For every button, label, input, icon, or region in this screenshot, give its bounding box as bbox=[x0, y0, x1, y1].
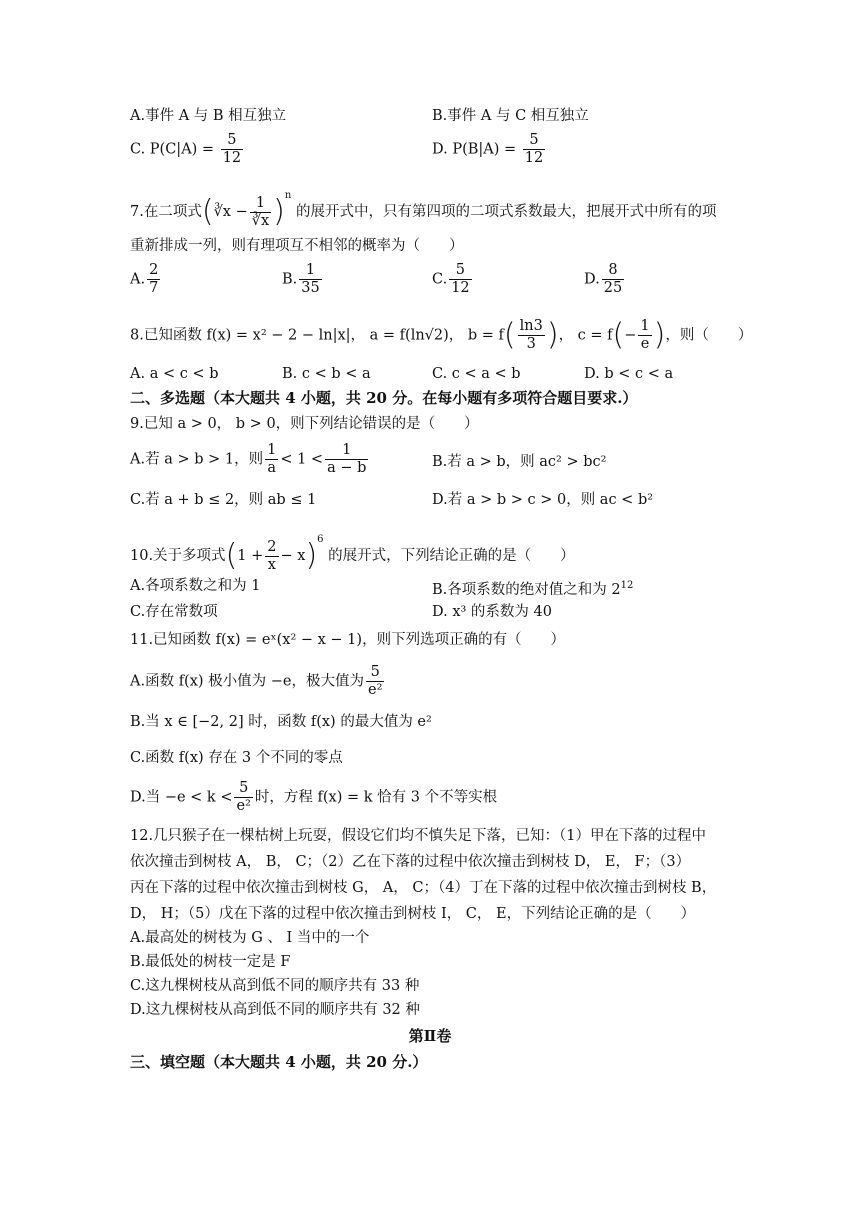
q10-expr-fraction: $\frac{2}{x}$ bbox=[267, 538, 277, 573]
q8-option-d: D. b < c < a bbox=[584, 366, 674, 382]
q7-stem: 7.在二项式(∛x − $\frac{1}{∛x}$ )$^n$ 的展开式中，只有第四项的二项式系数最大，把展开式中所有的项 bbox=[130, 190, 717, 229]
q11-stem: 11.已知函数 f(x) = eˣ(x² − x − 1)，则下列选项正确的有（ ） bbox=[130, 632, 566, 648]
q10-option-b bbox=[432, 576, 633, 600]
q9-option-a bbox=[130, 442, 370, 477]
q7-expr-a: ∛x − bbox=[213, 204, 248, 220]
q8-c-fraction: $\frac{1}{e}$ bbox=[640, 318, 650, 352]
q6-option-a: A.事件 A 与 B 相互独立 bbox=[130, 108, 287, 124]
q9-option-a-label: A.若 a > b > 1，则 bbox=[130, 451, 264, 468]
q12-line1: 12.几只猴子在一棵枯树上玩耍，假设它们均不慎失足下落，已知：（1）甲在下落的过程中 bbox=[130, 828, 707, 844]
q11-option-d bbox=[130, 780, 497, 815]
q11-option-d-tail: 时，方程 f(x) = k 恰有 3 个不等实根 bbox=[254, 789, 498, 806]
q12-line2: 依次撞击到树枝 A， B， C；（2）乙在下落的过程中依次撞击到树枝 D， E， F；（3） bbox=[130, 854, 691, 870]
q9-option-d: D.若 a > b > c > 0，则 ac < b² bbox=[432, 492, 654, 508]
q6-option-d-label: D. P(B|A) = bbox=[432, 141, 517, 158]
q10-option-a: A.各项系数之和为 1 bbox=[130, 578, 261, 594]
q8-tail: ，则（ ） bbox=[665, 327, 753, 344]
q10-exponent: 6 bbox=[317, 534, 324, 545]
q7-expr-fraction: $\frac{1}{∛x}$ bbox=[251, 194, 270, 229]
q10-expr-b: − x bbox=[280, 548, 306, 564]
q11-option-a-fraction: $\frac{5}{\text{e²}}$ bbox=[368, 664, 383, 698]
q10-expr-a: 1 + bbox=[237, 548, 264, 564]
q11-option-a-label: A.函数 f(x) 极小值为 −e，极大值为 bbox=[130, 673, 364, 690]
q6-option-d-fraction: $\frac{5}{12}$ bbox=[524, 132, 544, 166]
q7-option-c: C. $\frac{5}{12}$ bbox=[432, 262, 470, 296]
q8-option-b: B. c < b < a bbox=[282, 366, 371, 382]
q10-stem: 10.关于多项式(1 + $\frac{2}{x}$ − x)$^6$ 的展开式，下列结论正确的是（ ） bbox=[130, 534, 575, 573]
section-title-fill-in: 三、填空题（本大题共 4 小题，共 20 分.） bbox=[130, 1053, 428, 1071]
q11-option-a bbox=[130, 664, 386, 699]
q8-option-a: A. a < c < b bbox=[130, 366, 219, 382]
q6-option-c-label: C. P(C|A) = bbox=[130, 141, 215, 158]
section-title-multiple-choice: 二、多选题（本大题共 4 小题，共 20 分。在每小题有多项符合题目要求.） bbox=[130, 389, 638, 407]
q7-text2: 重新排成一列，则有理项互不相邻的概率为（ ） bbox=[130, 238, 464, 254]
q8-prefix: 8.已知函数 f(x) = x² − 2 − ln|x|， a = f(ln√2)， b = f bbox=[130, 327, 504, 344]
q10-prefix: 10.关于多项式 bbox=[130, 548, 226, 564]
q12-option-b: B.最低处的树枝一定是 F bbox=[130, 954, 291, 970]
q10-option-d: D. x³ 的系数为 40 bbox=[432, 604, 552, 620]
q10-option-c: C.存在常数项 bbox=[130, 604, 218, 620]
q7-exponent: n bbox=[284, 190, 292, 201]
q12-option-c: C.这九棵树枝从高到低不同的顺序共有 33 种 bbox=[130, 978, 420, 994]
q7-prefix: 7.在二项式 bbox=[130, 204, 202, 220]
q9-option-b: B.若 a > b，则 ac² > bc² bbox=[432, 454, 607, 470]
q11-option-d-fraction: $\frac{5}{\text{e²}}$ bbox=[236, 780, 251, 814]
q9-option-a-mid: < 1 < bbox=[280, 451, 324, 468]
q10-option-b-text: B.各项系数的绝对值之和为 2 bbox=[432, 581, 621, 598]
q6-option-c bbox=[130, 132, 245, 167]
q12-option-d: D.这九棵树枝从高到低不同的顺序共有 32 种 bbox=[130, 1002, 420, 1018]
q8-b-fraction: $\frac{\ln 3}{3}$ bbox=[519, 318, 543, 352]
q10-option-b-exponent: 12 bbox=[620, 580, 634, 591]
q8-option-c: C. c < a < b bbox=[432, 366, 521, 382]
q7-text1: 的展开式中，只有第四项的二项式系数最大，把展开式中所有的项 bbox=[295, 204, 717, 220]
q7-option-a: A. $\frac{2}{7}$ bbox=[130, 262, 159, 296]
q7-option-b: B. $\frac{1}{35}$ bbox=[282, 262, 320, 296]
q8-c-prefix: ， c = f bbox=[558, 327, 613, 344]
q11-option-d-label: D.当 −e < k < bbox=[130, 789, 233, 806]
q9-stem: 9.已知 a > 0， b > 0，则下列结论错误的是（ ） bbox=[130, 416, 479, 432]
q9-option-c: C.若 a + b ≤ 2，则 ab ≤ 1 bbox=[130, 492, 317, 508]
q11-option-b: B.当 x ∈ [−2, 2] 时，函数 f(x) 的最大值为 e² bbox=[130, 714, 432, 730]
q8-stem: 8.已知函数 f(x) = x² − 2 − ln|x|， a = f(ln√2)， b = f( $\frac{\ln 3}{3}$ )， c = f(− $\frac{1}{e}$ )，则（ ） bbox=[130, 317, 753, 353]
q6-option-b: B.事件 A 与 C 相互独立 bbox=[432, 108, 589, 124]
q7-option-d: D. $\frac{8}{25}$ bbox=[584, 262, 623, 296]
volume-title: 第Ⅱ卷 bbox=[408, 1027, 452, 1045]
q6-option-d bbox=[432, 132, 547, 167]
q9-option-a-fraction2: $\frac{1}{a - b}$ bbox=[327, 442, 367, 476]
q10-tail: 的展开式，下列结论正确的是（ ） bbox=[328, 548, 575, 564]
q12-line3: 丙在下落的过程中依次撞击到树枝 G， A， C；（4）丁在下落的过程中依次撞击到树枝 B， bbox=[130, 880, 717, 896]
q11-option-c: C.函数 f(x) 存在 3 个不同的零点 bbox=[130, 750, 343, 766]
q6-option-c-fraction: $\frac{5}{12}$ bbox=[222, 132, 242, 166]
q12-line4: D， H；（5）戊在下落的过程中依次撞击到树枝 I， C， E，下列结论正确的是（ ） bbox=[130, 906, 696, 922]
q9-option-a-fraction1: $\frac{1}{a}$ bbox=[267, 442, 277, 476]
q12-option-a: A.最高处的树枝为 G 、 I 当中的一个 bbox=[130, 930, 370, 946]
